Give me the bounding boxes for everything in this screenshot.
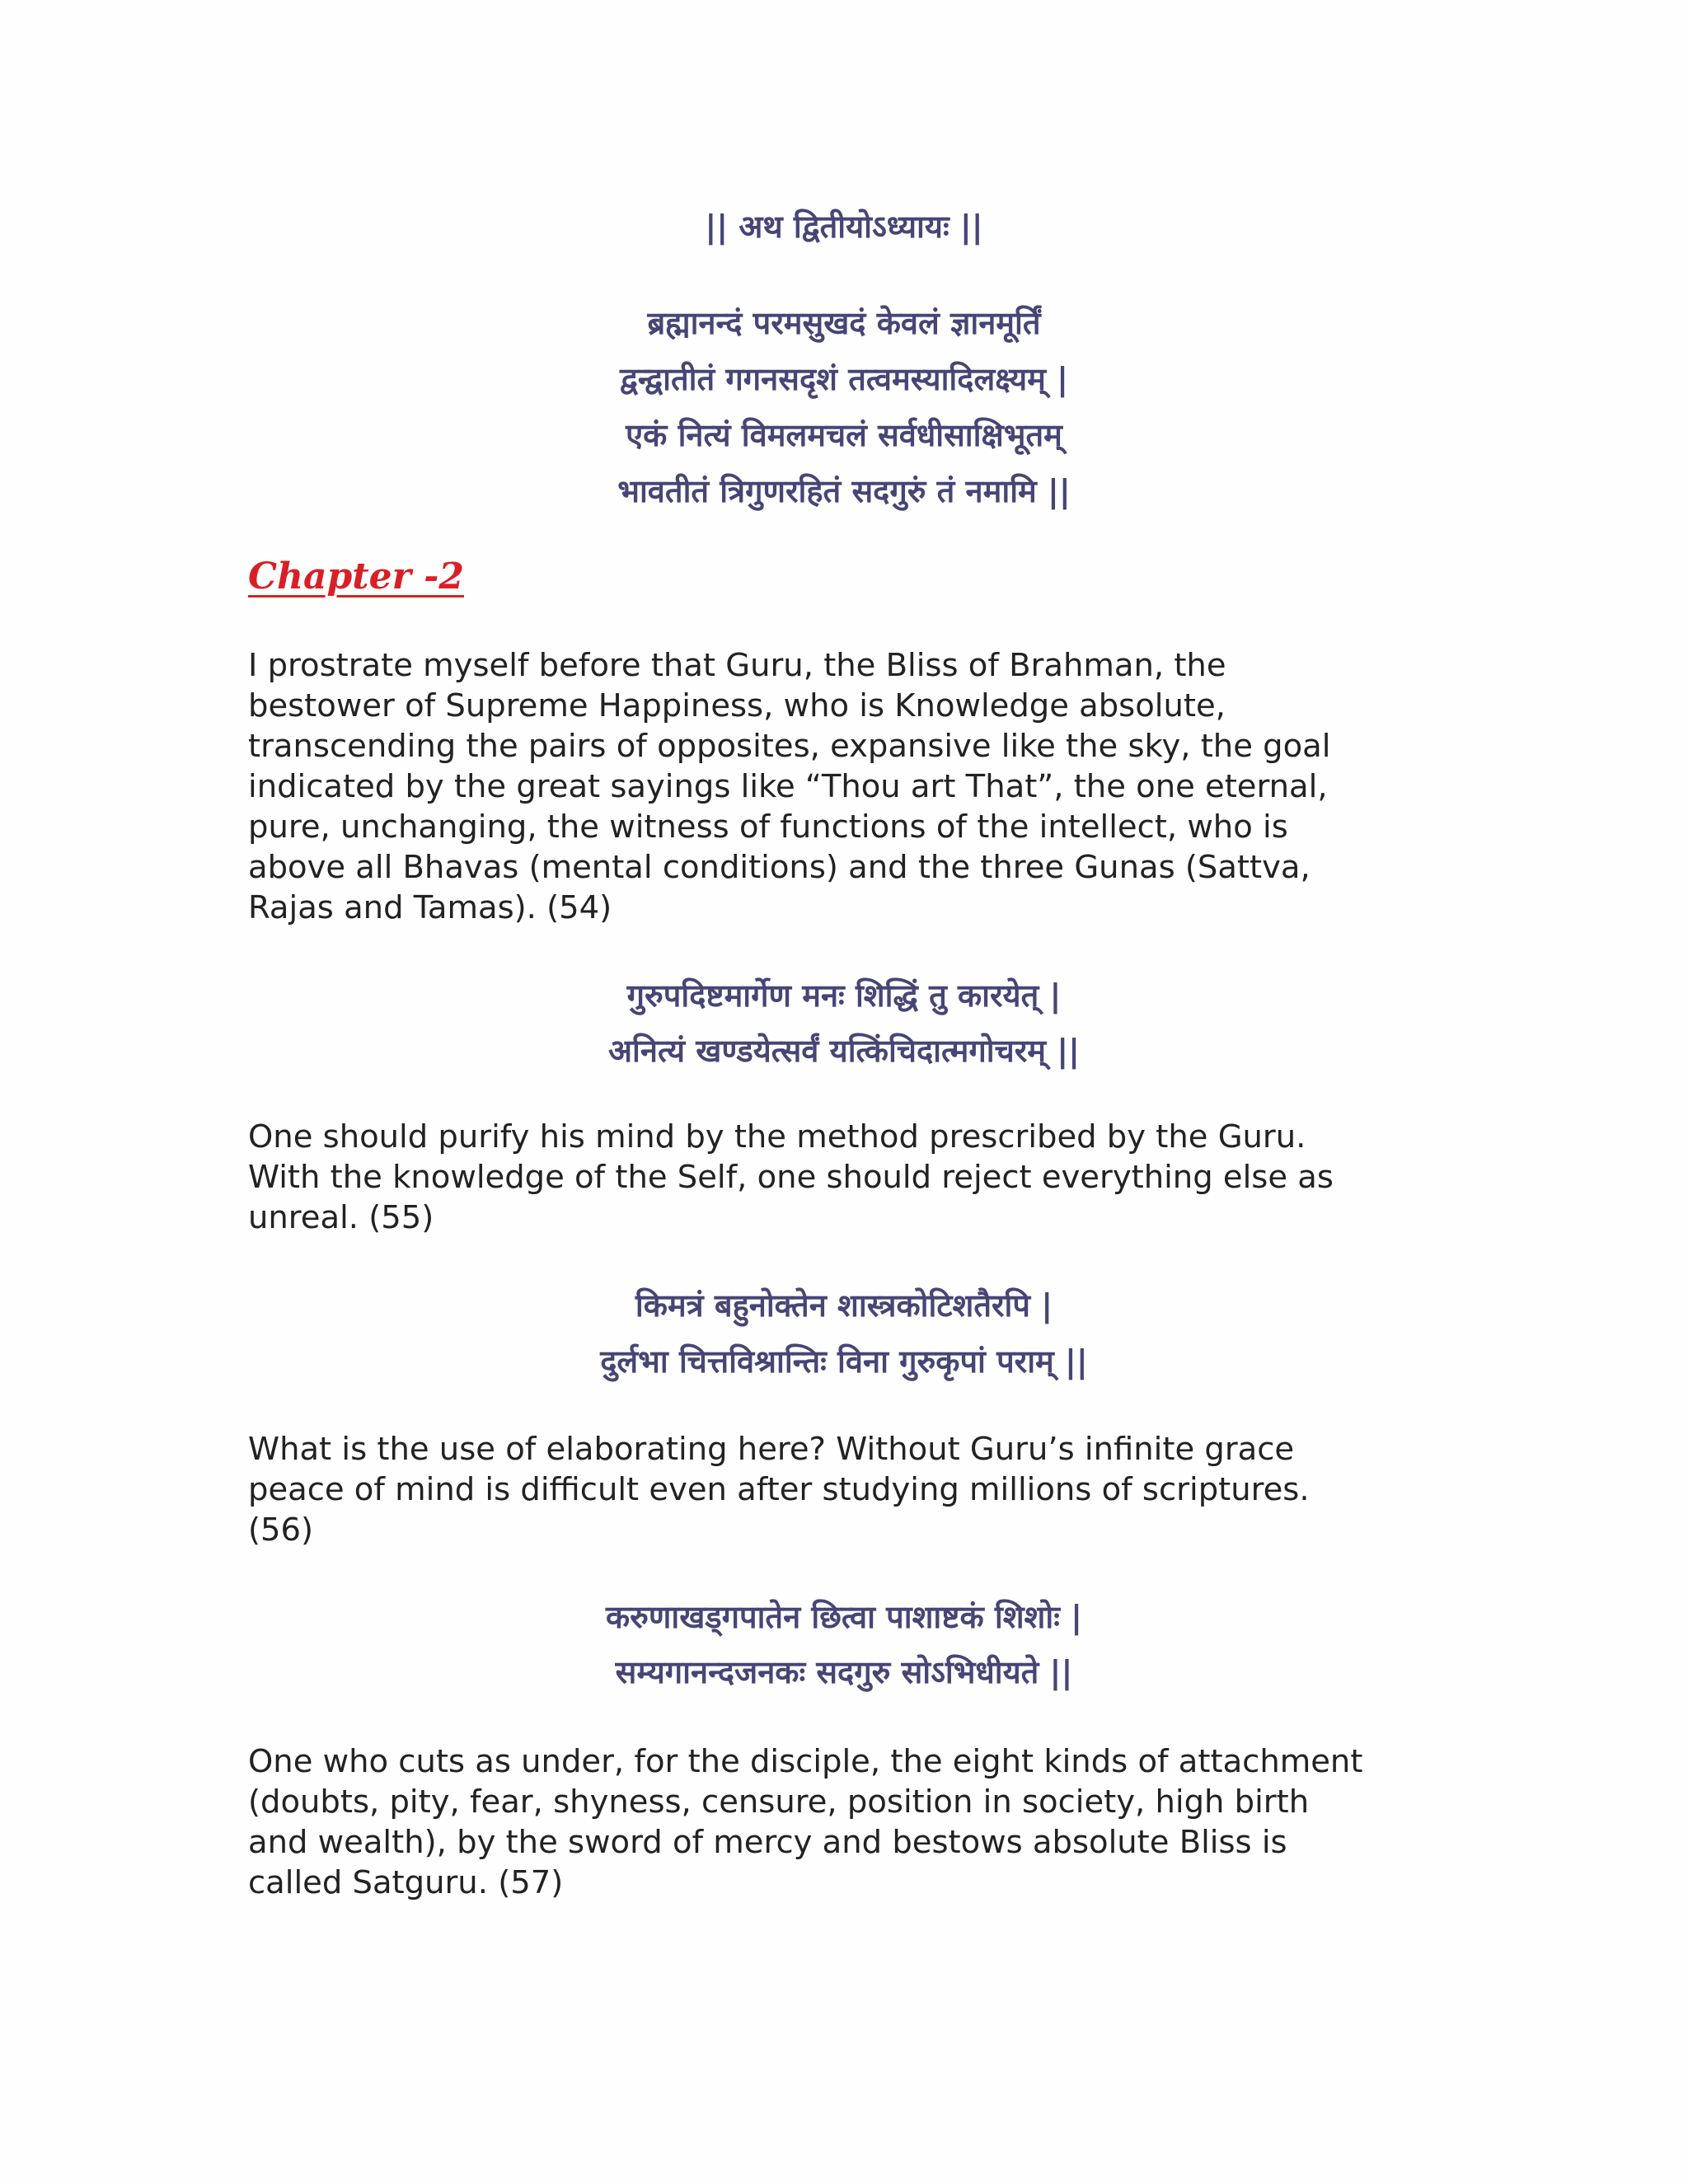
- translation-54-line-6: above all Bhavas (mental conditions) and the three Gunas (Sattva,: [248, 849, 1311, 886]
- translation-55-line-3: unreal. (55): [248, 1199, 434, 1236]
- translation-57-line-3: and wealth), by the sword of mercy and bestows absolute Bliss is: [248, 1824, 1287, 1861]
- translation-54-line-1: I prostrate myself before that Guru, the Bliss of Brahman, the: [248, 647, 1226, 684]
- translation-54-line-4: indicated by the great sayings like “Thou art That”, the one eternal,: [248, 768, 1328, 805]
- chapter-heading-sanskrit: || अथ द्वितीयोऽध्यायः ||: [705, 209, 983, 245]
- translation-54-line-5: pure, unchanging, the witness of functions of the intellect, who is: [248, 808, 1288, 846]
- verse-57-line-1: करुणाखड्गपातेन छित्वा पाशाष्टकं शिशोः |: [605, 1599, 1083, 1635]
- translation-56-line-2: peace of mind is difficult even after studying millions of scriptures.: [248, 1471, 1310, 1508]
- translation-54-line-7: Rajas and Tamas). (54): [248, 889, 612, 926]
- translation-57-line-1: One who cuts as under, for the disciple, the eight kinds of attachment: [248, 1743, 1363, 1780]
- verse-54-line-3: एकं नित्यं विमलमचलं सर्वधीसाक्षिभूतम्: [626, 417, 1062, 453]
- verse-54-line-4: भावतीतं त्रिगुणरहितं सदगुरुं तं नमामि ||: [617, 473, 1071, 509]
- translation-57-line-2: (doubts, pity, fear, shyness, censure, position in society, high birth: [248, 1783, 1310, 1821]
- translation-55-line-1: One should purify his mind by the method prescribed by the Guru.: [248, 1118, 1306, 1155]
- translation-54-line-2: bestower of Supreme Happiness, who is Knowledge absolute,: [248, 687, 1226, 724]
- verse-56-line-1: किमत्रं बहुनोक्तेन शास्त्रकोटिशतैरपि |: [635, 1287, 1053, 1324]
- verse-54-line-1: ब्रह्मानन्दं परमसुखदं केवलं ज्ञानमूर्तिं: [647, 305, 1041, 341]
- verse-54-line-2: द्वन्द्वातीतं गगनसदृशं तत्वमस्यादिलक्ष्यम् |: [619, 361, 1069, 397]
- translation-56-line-1: What is the use of elaborating here? Without Guru’s infinite grace: [248, 1431, 1295, 1468]
- verse-55-line-2: अनित्यं खण्डयेत्सर्वं यत्किंचिदात्मगोचरम् ||: [607, 1033, 1080, 1069]
- verse-55-line-1: गुरुपदिष्टमार्गेण मनः शिद्धिं तु कारयेत् |: [626, 977, 1062, 1014]
- translation-55-line-2: With the knowledge of the Self, one should reject everything else as: [248, 1159, 1334, 1196]
- translation-54-line-3: transcending the pairs of opposites, expansive like the sky, the goal: [248, 728, 1331, 765]
- verse-57-line-2: सम्यगानन्दजनकः सदगुरु सोऽभिधीयते ||: [615, 1654, 1073, 1690]
- chapter-title: Chapter -2: [248, 555, 464, 598]
- verse-56-line-2: दुर्लभा चित्तविश्रान्तिः विना गुरुकृपां पराम् ||: [600, 1343, 1088, 1380]
- translation-56-line-3: (56): [248, 1511, 314, 1549]
- translation-57-line-4: called Satguru. (57): [248, 1864, 564, 1901]
